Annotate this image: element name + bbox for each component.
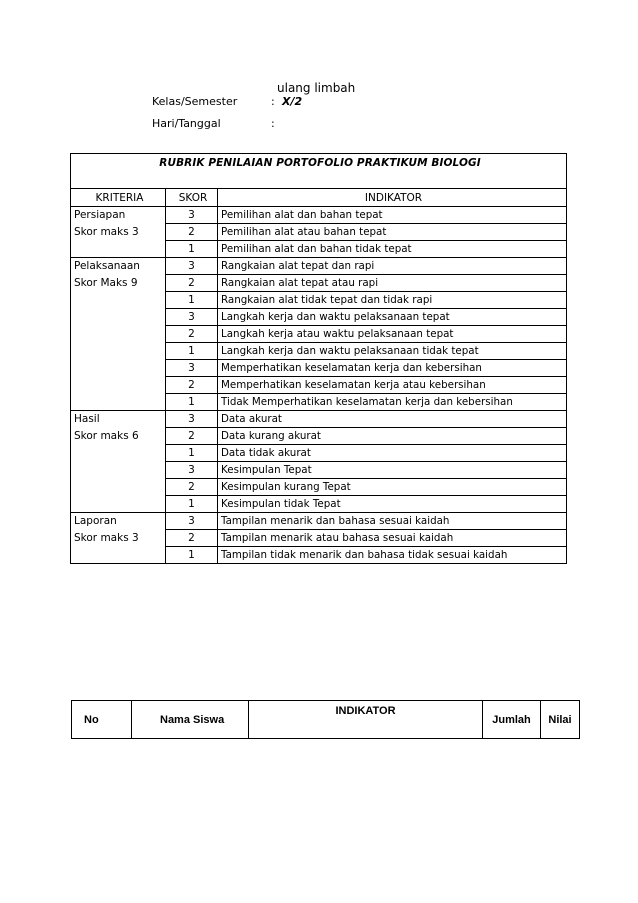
header-skor: SKOR bbox=[166, 189, 218, 207]
rubric-row bbox=[71, 513, 567, 530]
skor-cell: 2 bbox=[166, 275, 218, 292]
indikator-cell: Memperhatikan keselamatan kerja atau kebersihan bbox=[218, 377, 567, 394]
header-indikator: INDIKATOR bbox=[218, 189, 567, 207]
hari-tanggal-label: Hari/Tanggal bbox=[152, 117, 221, 130]
indikator-cell: Memperhatikan keselamatan kerja dan kebersihan bbox=[218, 360, 567, 377]
score-header-nama: Nama Siswa bbox=[132, 701, 249, 739]
kriteria-cell bbox=[71, 207, 166, 258]
indikator-cell: Kesimpulan kurang Tepat bbox=[218, 479, 567, 496]
indikator-cell: Pemilihan alat atau bahan tepat bbox=[218, 224, 567, 241]
skor-cell: 1 bbox=[166, 547, 218, 564]
skor-cell: 1 bbox=[166, 292, 218, 309]
score-header-nilai: Nilai bbox=[541, 701, 580, 739]
indikator-cell: Data akurat bbox=[218, 411, 567, 428]
indikator-cell: Langkah kerja dan waktu pelaksanaan tepat bbox=[218, 309, 567, 326]
indikator-cell: Tampilan tidak menarik dan bahasa tidak sesuai kaidah bbox=[218, 547, 567, 564]
header-kriteria: KRITERIA bbox=[71, 189, 166, 207]
skor-cell: 1 bbox=[166, 343, 218, 360]
indikator-cell: Langkah kerja dan waktu pelaksanaan tidak tepat bbox=[218, 343, 567, 360]
indikator-cell: Tampilan menarik atau bahasa sesuai kaidah bbox=[218, 530, 567, 547]
indikator-cell: Data tidak akurat bbox=[218, 445, 567, 462]
kelas-semester-value: X/2 bbox=[282, 95, 303, 108]
skor-cell: 3 bbox=[166, 513, 218, 530]
skor-cell: 2 bbox=[166, 530, 218, 547]
indikator-cell: Kesimpulan Tepat bbox=[218, 462, 567, 479]
skor-cell: 2 bbox=[166, 224, 218, 241]
kelas-semester-label: Kelas/Semester bbox=[152, 95, 238, 108]
skor-cell: 3 bbox=[166, 258, 218, 275]
indikator-cell: Kesimpulan tidak Tepat bbox=[218, 496, 567, 513]
kriteria-max-score: Skor maks 3 bbox=[74, 226, 139, 238]
score-header-no: No bbox=[72, 701, 132, 739]
score-header-jumlah: Jumlah bbox=[483, 701, 541, 739]
skor-cell: 1 bbox=[166, 394, 218, 411]
skor-cell: 3 bbox=[166, 411, 218, 428]
indikator-cell: Pemilihan alat dan bahan tepat bbox=[218, 207, 567, 224]
skor-cell: 2 bbox=[166, 377, 218, 394]
skor-cell: 1 bbox=[166, 496, 218, 513]
skor-cell: 3 bbox=[166, 309, 218, 326]
rubric-table bbox=[70, 153, 567, 564]
kriteria-max-score: Skor Maks 9 bbox=[74, 277, 138, 289]
skor-cell: 3 bbox=[166, 462, 218, 479]
indikator-cell: Pemilihan alat dan bahan tidak tepat bbox=[218, 241, 567, 258]
indikator-cell: Rangkaian alat tepat atau rapi bbox=[218, 275, 567, 292]
kriteria-name: Pelaksanaan bbox=[74, 260, 140, 272]
rubric-title: RUBRIK PENILAIAN PORTOFOLIO PRAKTIKUM BIOLOGI bbox=[71, 154, 567, 189]
skor-cell: 2 bbox=[166, 428, 218, 445]
kriteria-max-score: Skor maks 6 bbox=[74, 430, 139, 442]
indikator-cell: Langkah kerja atau waktu pelaksanaan tepat bbox=[218, 326, 567, 343]
kriteria-cell bbox=[71, 411, 166, 513]
indikator-cell: Rangkaian alat tepat dan rapi bbox=[218, 258, 567, 275]
page-top-line: ulang limbah bbox=[277, 81, 356, 95]
skor-cell: 3 bbox=[166, 360, 218, 377]
kriteria-cell bbox=[71, 513, 166, 564]
skor-cell: 2 bbox=[166, 479, 218, 496]
skor-cell: 3 bbox=[166, 207, 218, 224]
hari-tanggal-colon: : bbox=[271, 117, 275, 130]
kelas-semester-colon: : bbox=[271, 95, 275, 108]
kriteria-name: Laporan bbox=[74, 515, 117, 527]
kriteria-name: Persiapan bbox=[74, 209, 126, 221]
kriteria-cell bbox=[71, 258, 166, 411]
indikator-cell: Tampilan menarik dan bahasa sesuai kaidah bbox=[218, 513, 567, 530]
rubric-row bbox=[71, 207, 567, 224]
skor-cell: 1 bbox=[166, 445, 218, 462]
kriteria-max-score: Skor maks 3 bbox=[74, 532, 139, 544]
score-table bbox=[71, 700, 580, 739]
indikator-cell: Tidak Memperhatikan keselamatan kerja dan kebersihan bbox=[218, 394, 567, 411]
indikator-cell: Data kurang akurat bbox=[218, 428, 567, 445]
skor-cell: 2 bbox=[166, 326, 218, 343]
skor-cell: 1 bbox=[166, 241, 218, 258]
score-header-indikator: INDIKATOR bbox=[249, 701, 483, 739]
indikator-cell: Rangkaian alat tidak tepat dan tidak rapi bbox=[218, 292, 567, 309]
rubric-row bbox=[71, 258, 567, 275]
rubric-row bbox=[71, 411, 567, 428]
kriteria-name: Hasil bbox=[74, 413, 100, 425]
